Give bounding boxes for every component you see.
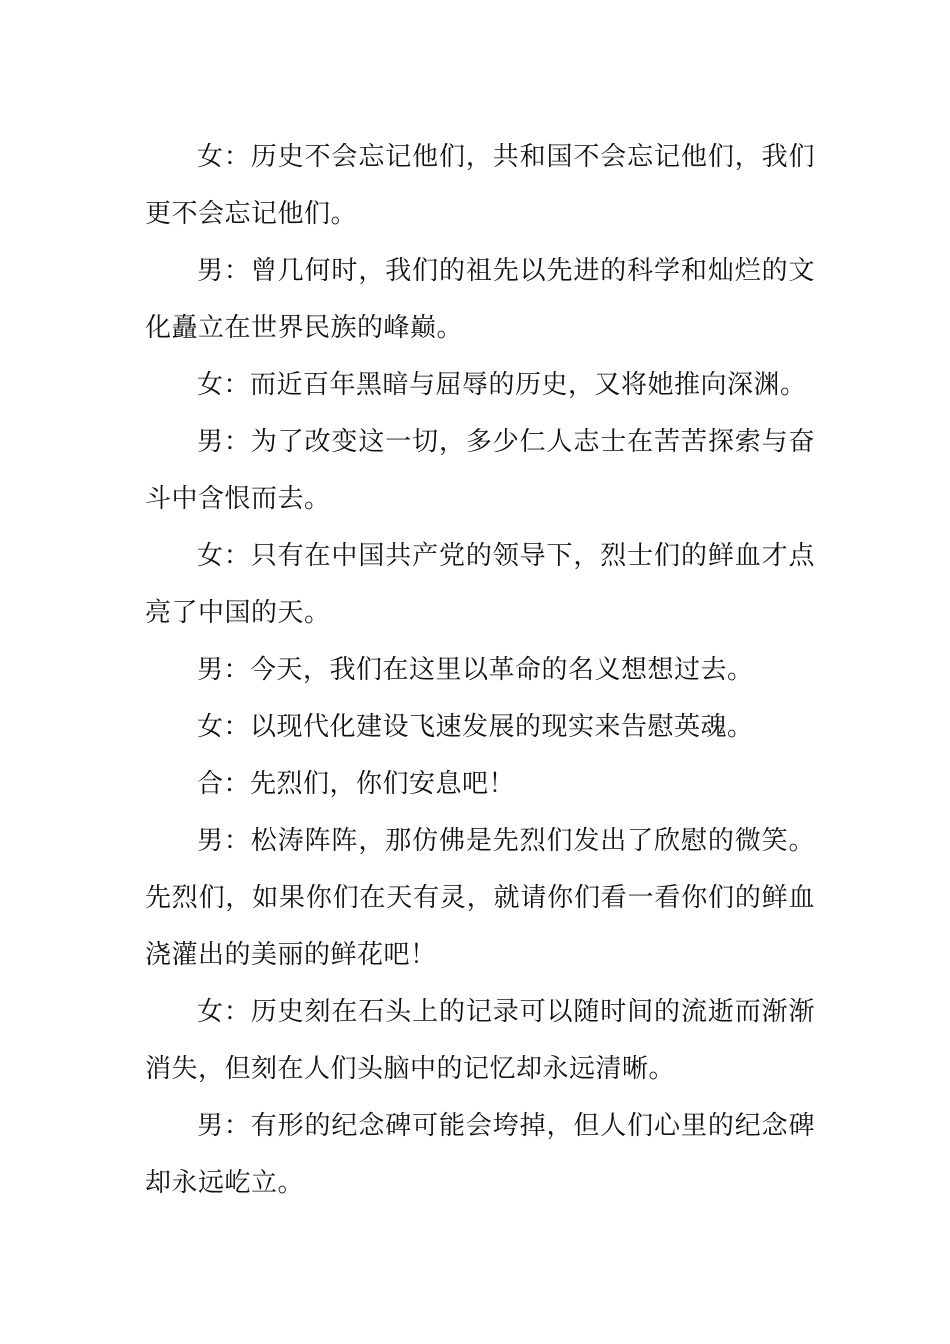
document-body — [145, 129, 815, 1212]
paragraph: 女：以现代化建设飞速发展的现实来告慰英魂。 — [197, 712, 754, 742]
paragraph: 女：而近百年黑暗与屈辱的历史，又将她推向深渊。 — [197, 370, 807, 400]
paragraph: 男：为了改变这一切，多少仁人志士在苦苦探索与奋斗中含恨而去。 — [145, 427, 815, 514]
paragraph: 男：有形的纪念碑可能会垮掉，但人们心里的纪念碑却永远屹立。 — [145, 1111, 815, 1198]
paragraph: 男：今天，我们在这里以革命的名义想想过去。 — [197, 655, 754, 685]
paragraph: 女：历史刻在石头上的记录可以随时间的流逝而渐渐消失，但刻在人们头脑中的记忆却永远清晰。 — [145, 997, 815, 1084]
paragraph: 男：松涛阵阵，那仿佛是先烈们发出了欣慰的微笑。先烈们，如果你们在天有灵，就请你们看一看你们的鲜血浇灌出的美丽的鲜花吧！ — [145, 826, 815, 970]
paragraph: 合：先烈们，你们安息吧！ — [197, 769, 516, 799]
paragraph: 男：曾几何时，我们的祖先以先进的科学和灿烂的文化矗立在世界民族的峰巅。 — [145, 256, 815, 343]
paragraph: 女：只有在中国共产党的领导下，烈士们的鲜血才点亮了中国的天。 — [145, 541, 815, 628]
paragraph: 女：历史不会忘记他们，共和国不会忘记他们，我们更不会忘记他们。 — [145, 142, 815, 229]
